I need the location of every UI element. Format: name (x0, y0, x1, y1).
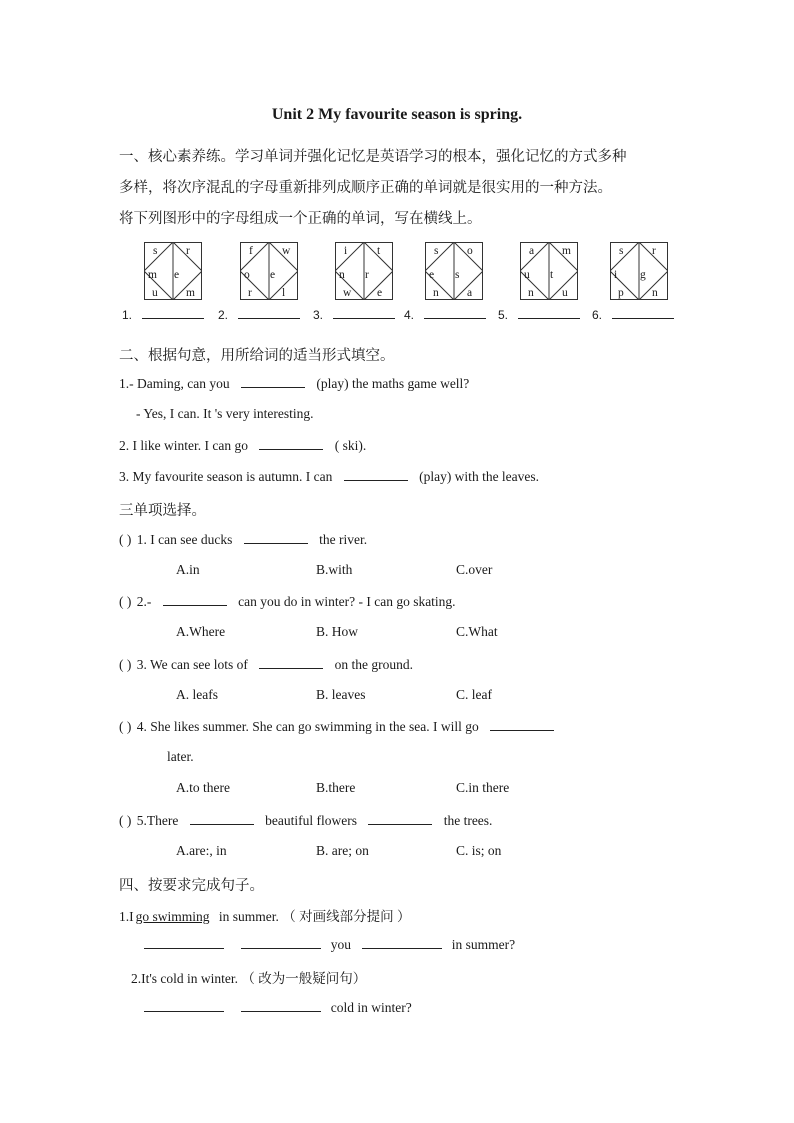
puzzle-letter: t (377, 245, 381, 257)
puzzle-letter: t (550, 269, 554, 281)
puzzle-letter: n (528, 287, 534, 299)
puzzle-answer-1 (122, 308, 204, 322)
puzzle-letter: w (343, 287, 352, 299)
s2-q1-text: 1.- Daming, can you (119, 376, 230, 391)
s3-q2-option-a[interactable]: A.Where (176, 624, 226, 639)
section2-heading: 二、根据句意，用所给词的适当形式填空。 (119, 348, 395, 364)
letter-puzzle-2 (240, 242, 298, 300)
puzzle-answer-4 (404, 308, 486, 322)
s2-q1-hint: (play) the maths game well? (316, 376, 470, 391)
s3-q5-text-end: the trees. (443, 813, 493, 828)
puzzle-number: 1. (122, 308, 133, 322)
s3-q3-text: 3. We can see lots of (136, 657, 248, 672)
s3-q4-blank (490, 718, 554, 731)
s2-q1-answer: - Yes, I can. It 's very interesting. (136, 406, 314, 421)
puzzle-answer-blank[interactable] (142, 308, 204, 319)
puzzle-answer-blank[interactable] (612, 308, 674, 319)
puzzle-number: 5. (498, 308, 509, 322)
letter-puzzle-5 (520, 242, 578, 300)
letter-puzzle-3 (335, 242, 393, 300)
puzzle-letter: m (186, 287, 195, 299)
s3-q5-option-c[interactable]: C. is; on (456, 843, 502, 858)
s3-q1-option-b[interactable]: B.with (316, 562, 353, 577)
puzzle-letter: i (614, 269, 618, 281)
s4-q1-blank-2[interactable] (241, 936, 321, 949)
puzzle-letter: a (529, 245, 535, 257)
answer-paren[interactable]: ( ) (119, 594, 132, 609)
s3-q2-text: 2.- (136, 594, 152, 609)
section4-heading: 四、按要求完成句子。 (119, 878, 264, 894)
s3-q4-option-b[interactable]: B.there (316, 780, 356, 795)
s3-q3-blank (259, 656, 323, 669)
s3-q1-blank (244, 531, 308, 544)
s2-question-3 (119, 468, 539, 485)
s4-q2-blank-1[interactable] (144, 999, 224, 1012)
puzzle-number: 3. (313, 308, 324, 322)
s4-q1-blank-1[interactable] (144, 936, 224, 949)
answer-paren[interactable]: ( ) (119, 813, 132, 828)
puzzle-number: 2. (218, 308, 229, 322)
s4-question-2: 2.It's cold in winter. （ 改为一般疑问句） (131, 971, 367, 986)
puzzle-answer-blank[interactable] (518, 308, 580, 319)
s3-question-1 (119, 531, 367, 548)
puzzle-letter: e (270, 269, 276, 281)
s2-q3-text: 3. My favourite season is autumn. I can (119, 469, 333, 484)
s2-q3-blank[interactable] (344, 468, 408, 481)
s3-q2-option-b[interactable]: B. How (316, 624, 359, 639)
s3-q4-text-end: later. (167, 749, 194, 764)
puzzle-answer-6 (592, 308, 674, 322)
puzzle-answer-blank[interactable] (333, 308, 395, 319)
s3-q5-text: 5.There (136, 813, 179, 828)
s4-q1-text: 1.I (119, 909, 134, 924)
s4-q1-instruction: in summer. （ 对画线部分提问 ） (218, 909, 411, 924)
puzzle-letter: l (282, 287, 286, 299)
s3-q3-option-c[interactable]: C. leaf (456, 687, 492, 702)
puzzle-letter: s (619, 245, 624, 257)
puzzle-letter: p (618, 287, 624, 299)
letter-puzzle-4 (425, 242, 483, 300)
puzzle-letter: u (562, 287, 568, 299)
letter-puzzle-1 (144, 242, 202, 300)
s3-q5-blank-1 (190, 812, 254, 825)
puzzle-letter: n (433, 287, 439, 299)
puzzle-letter: s (153, 245, 158, 257)
puzzle-letter: r (365, 269, 369, 281)
s3-q3-option-a[interactable]: A. leafs (176, 687, 218, 702)
page-title: Unit 2 My favourite season is spring. (271, 106, 523, 123)
puzzle-letter: m (148, 269, 157, 281)
s3-q2-option-c[interactable]: C.What (456, 624, 498, 639)
s4-q2-answer-line (144, 999, 412, 1016)
s2-question-1 (119, 375, 469, 392)
puzzle-letter: u (524, 269, 530, 281)
puzzle-answer-5 (498, 308, 580, 322)
puzzle-letter: o (467, 245, 473, 257)
s3-q4-text: 4. She likes summer. She can go swimming in the sea. I will go (136, 719, 479, 734)
puzzle-letter: m (562, 245, 571, 257)
puzzle-answer-2 (218, 308, 300, 322)
s3-q5-option-a[interactable]: A.are:, in (176, 843, 227, 858)
s3-q1-text: 1. I can see ducks (136, 532, 233, 547)
answer-paren[interactable]: ( ) (119, 657, 132, 672)
puzzle-letter: g (640, 269, 646, 281)
puzzle-letter: f (249, 245, 253, 257)
puzzle-letter: e (174, 269, 180, 281)
puzzle-letter: i (344, 245, 348, 257)
s2-q2-hint: ( ski). (334, 438, 367, 453)
section3-heading: 三单项选择。 (119, 503, 206, 519)
s2-q2-blank[interactable] (259, 437, 323, 450)
answer-paren[interactable]: ( ) (119, 532, 132, 547)
s4-q1-underlined: go swimming (135, 909, 210, 924)
puzzle-letter: r (248, 287, 252, 299)
s4-q1-end: in summer? (451, 937, 516, 952)
puzzle-letter: r (652, 245, 656, 257)
puzzle-number: 4. (404, 308, 415, 322)
s4-q2-blank-2[interactable] (241, 999, 321, 1012)
s3-question-2 (119, 593, 456, 610)
s3-q2-text-end: can you do in winter? - I can go skating. (238, 594, 456, 609)
s2-q1-blank[interactable] (241, 375, 305, 388)
s3-question-3 (119, 656, 413, 673)
s3-q1-option-a[interactable]: A.in (176, 562, 200, 577)
s3-q4-option-c[interactable]: C.in there (456, 780, 510, 795)
s4-q1-blank-3[interactable] (362, 936, 442, 949)
s4-q1-answer-line (144, 936, 515, 953)
puzzle-letter: r (186, 245, 190, 257)
puzzle-letter: s (434, 245, 439, 257)
s2-question-2 (119, 437, 366, 454)
s4-q1-word: you (330, 937, 351, 952)
section1-line-1: 一、核心素养练。学习单词并强化记忆是英语学习的根本，强化记忆的方式多种 (119, 149, 627, 165)
puzzle-letter: e (429, 269, 435, 281)
puzzle-letter: w (282, 245, 291, 257)
s3-q4-option-a[interactable]: A.to there (176, 780, 230, 795)
puzzle-answer-blank[interactable] (238, 308, 300, 319)
puzzle-letter: n (652, 287, 658, 299)
s3-q5-text-mid: beautiful flowers (265, 813, 357, 828)
s2-q3-hint: (play) with the leaves. (419, 469, 540, 484)
puzzle-letter: e (377, 287, 383, 299)
s3-q1-text-end: the river. (319, 532, 368, 547)
puzzle-answer-blank[interactable] (424, 308, 486, 319)
puzzle-answer-3 (313, 308, 395, 322)
s3-q5-option-b[interactable]: B. are; on (316, 843, 369, 858)
s3-q1-option-c[interactable]: C.over (456, 562, 493, 577)
s3-q3-text-end: on the ground. (334, 657, 414, 672)
puzzle-letter: u (152, 287, 158, 299)
s4-q2-end: cold in winter? (330, 1000, 412, 1015)
puzzle-letter: n (339, 269, 345, 281)
letter-puzzle-6 (610, 242, 668, 300)
answer-paren[interactable]: ( ) (119, 719, 132, 734)
puzzle-letter: o (244, 269, 250, 281)
s3-q5-blank-2 (368, 812, 432, 825)
s3-question-5 (119, 812, 492, 829)
section1-line-3: 将下列图形中的字母组成一个正确的单词，写在横线上。 (119, 211, 482, 227)
s3-question-4 (119, 718, 554, 735)
puzzle-number: 6. (592, 308, 603, 322)
s3-q2-blank (163, 593, 227, 606)
section1-line-2: 多样，将次序混乱的字母重新排列成顺序正确的单词就是很实用的一种方法。 (119, 180, 612, 196)
s3-q3-option-b[interactable]: B. leaves (316, 687, 366, 702)
puzzle-letter: s (455, 269, 460, 281)
s2-q2-text: 2. I like winter. I can go (119, 438, 248, 453)
s4-question-1 (119, 905, 411, 925)
puzzle-letter: a (467, 287, 473, 299)
